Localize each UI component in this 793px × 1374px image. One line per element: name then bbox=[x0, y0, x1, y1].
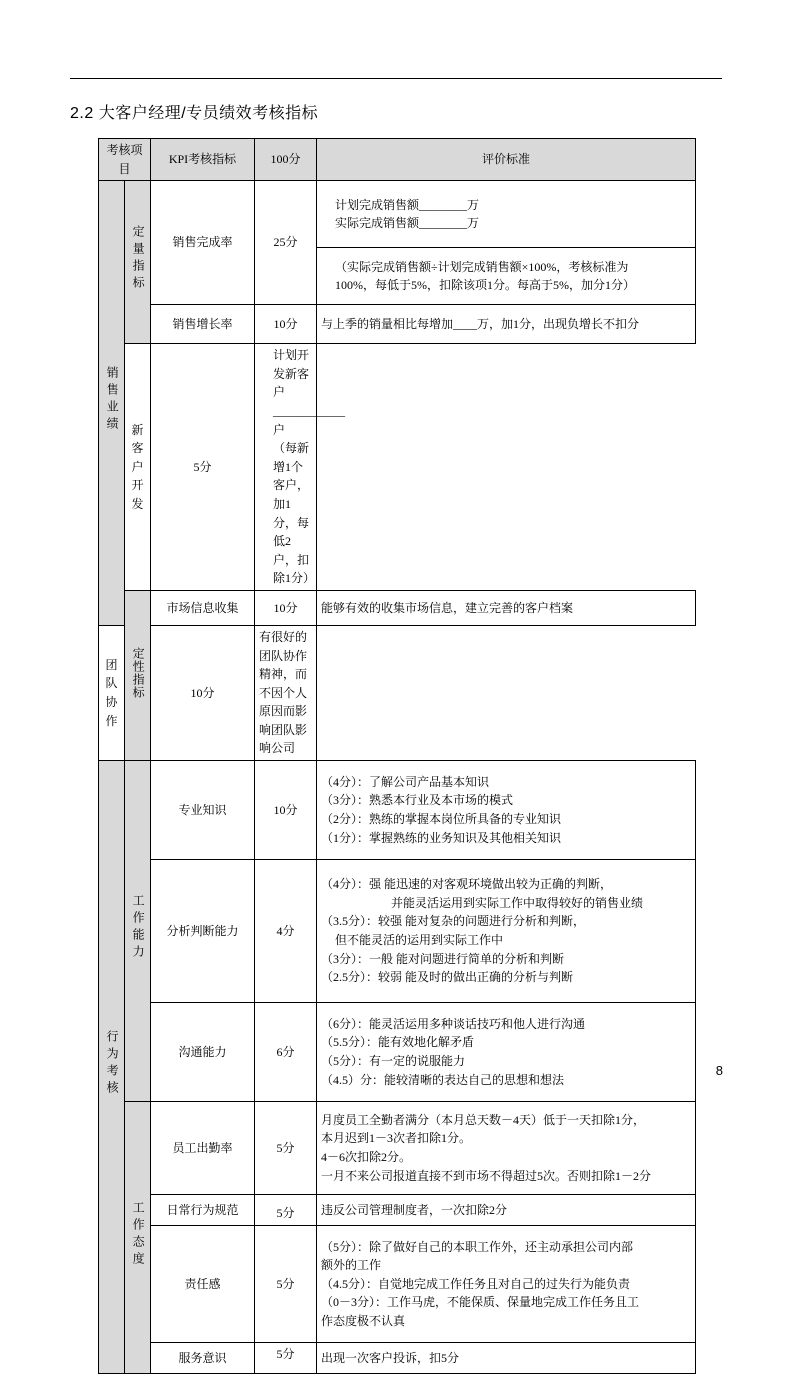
standard-responsibility: （5分）：除了做好自己的本职工作外，还主动承担公司内部 额外的工作 （4.5分）：自觉地完成工作任务且对自己的过失行为能负责 （0－3分）：工作马虎，不能保质、保量地完成工作任务且工 作态度极不认真 bbox=[317, 1226, 696, 1343]
table-row bbox=[99, 1195, 696, 1226]
table-row bbox=[99, 181, 696, 248]
score-sales-completion: 25分 bbox=[255, 181, 317, 305]
standard-professional-knowledge: （4分）：了解公司产品基本知识 （3分）：熟悉本行业及本市场的模式 （2分）：熟练的掌握本岗位所具备的专业知识 （1分）：掌握熟练的业务知识及其他相关知识 bbox=[317, 761, 696, 860]
subgroup-label-ability: 工作能力 bbox=[125, 761, 151, 1102]
score-communication: 6分 bbox=[255, 1003, 317, 1102]
table-row bbox=[99, 761, 696, 860]
kpi-market-info: 市场信息收集 bbox=[151, 590, 255, 625]
score-sales-growth: 10分 bbox=[255, 305, 317, 344]
score-new-customer: 5分 bbox=[151, 344, 255, 591]
subgroup-label-attitude: 工作态度 bbox=[125, 1102, 151, 1374]
kpi-responsibility: 责任感 bbox=[151, 1226, 255, 1343]
kpi-professional-knowledge: 专业知识 bbox=[151, 761, 255, 860]
kpi-sales-completion: 销售完成率 bbox=[151, 181, 255, 305]
table-header-row bbox=[99, 139, 696, 181]
kpi-communication: 沟通能力 bbox=[151, 1003, 255, 1102]
score-attendance: 5分 bbox=[255, 1102, 317, 1195]
standard-communication: （6分）：能灵活运用多种谈话技巧和他人进行沟通 （5.5分）：能有效地化解矛盾 （5分）：有一定的说服能力 （4.5）分：能较清晰的表达自己的思想和想法 bbox=[317, 1003, 696, 1102]
table-row bbox=[99, 1226, 696, 1343]
score-professional-knowledge: 10分 bbox=[255, 761, 317, 860]
table-row bbox=[99, 305, 696, 344]
table-row bbox=[99, 1102, 696, 1195]
standard-attendance: 月度员工全勤者满分（本月总天数－4天）低于一天扣除1分， 本月迟到1－3次者扣除1分。 4－6次扣除2分。 一月不来公司报道直接不到市场不得超过5次。否则扣除1－2分 bbox=[317, 1102, 696, 1195]
col-header-standard: 评价标准 bbox=[317, 139, 696, 181]
table-row bbox=[99, 860, 696, 1003]
table-row bbox=[99, 1343, 696, 1374]
standard-sales-growth: 与上季的销量相比每增加____万，加1分，出现负增长不扣分 bbox=[317, 305, 696, 344]
kpi-table bbox=[98, 138, 696, 1374]
table-row bbox=[99, 590, 696, 625]
standard-sales-completion-plan: 计划完成销售额________万 实际完成销售额________万 bbox=[317, 181, 696, 248]
header-rule bbox=[70, 78, 722, 79]
kpi-analysis-judgement: 分析判断能力 bbox=[151, 860, 255, 1003]
table-header bbox=[99, 139, 696, 181]
table-row bbox=[99, 1003, 696, 1102]
score-teamwork: 10分 bbox=[151, 625, 255, 760]
standard-teamwork: 有很好的团队协作精神，而不因个人原因而影响团队影响公司 bbox=[255, 625, 317, 760]
standard-sales-completion-formula: （实际完成销售额÷计划完成销售额×100%，考核标准为 100%，每低于5%，扣除该项1分。每高于5%，加分1分） bbox=[317, 248, 696, 305]
kpi-daily-conduct: 日常行为规范 bbox=[151, 1195, 255, 1226]
page-title: 2.2 大客户经理/专员绩效考核指标 bbox=[70, 105, 319, 122]
table-row bbox=[99, 625, 696, 760]
group-label-behavior: 行为考核 bbox=[99, 761, 125, 1374]
score-daily-conduct: 5分 bbox=[255, 1195, 317, 1226]
score-analysis-judgement: 4分 bbox=[255, 860, 317, 1003]
score-market-info: 10分 bbox=[255, 590, 317, 625]
group-label-sales: 销售业绩 bbox=[99, 181, 125, 626]
col-header-kpi: KPI考核指标 bbox=[151, 139, 255, 181]
kpi-attendance: 员工出勤率 bbox=[151, 1102, 255, 1195]
standard-market-info: 能够有效的收集市场信息，建立完善的客户档案 bbox=[317, 590, 696, 625]
standard-service-awareness: 出现一次客户投诉，扣5分 bbox=[317, 1343, 696, 1374]
score-responsibility: 5分 bbox=[255, 1226, 317, 1343]
subgroup-label-quantitative: 定量指标 bbox=[125, 181, 151, 344]
kpi-new-customer: 新客户开发 bbox=[125, 344, 151, 591]
standard-new-customer: 计划开发新客户____________户 （每新增1个客户，加1分，每低2户，扣除1分） bbox=[255, 344, 317, 591]
table-row bbox=[99, 344, 696, 591]
kpi-service-awareness: 服务意识 bbox=[151, 1343, 255, 1374]
table-body bbox=[99, 181, 696, 1374]
score-service-awareness: 5分 bbox=[255, 1343, 317, 1374]
col-header-item: 考核项目 bbox=[99, 139, 151, 181]
kpi-teamwork: 团队协作 bbox=[99, 625, 125, 760]
kpi-sales-growth: 销售增长率 bbox=[151, 305, 255, 344]
standard-daily-conduct: 违反公司管理制度者，一次扣除2分 bbox=[317, 1195, 696, 1226]
page-number: 8 bbox=[715, 1063, 723, 1078]
col-header-score: 100分 bbox=[255, 139, 317, 181]
standard-analysis-judgement: （4分）：强 能迅速的对客观环境做出较为正确的判断， 并能灵活运用到实际工作中取得较好的销售业绩 （3.5分）：较强 能对复杂的问题进行分析和判断， 但不能灵活的运用到实际工作中 （3分）：一般 能对问题进行简单的分析和判断 （2.5分）：较弱 能及时的做出正确的分析与判断 bbox=[317, 860, 696, 1003]
subgroup-label-qualitative: 定性指标 bbox=[125, 590, 151, 760]
